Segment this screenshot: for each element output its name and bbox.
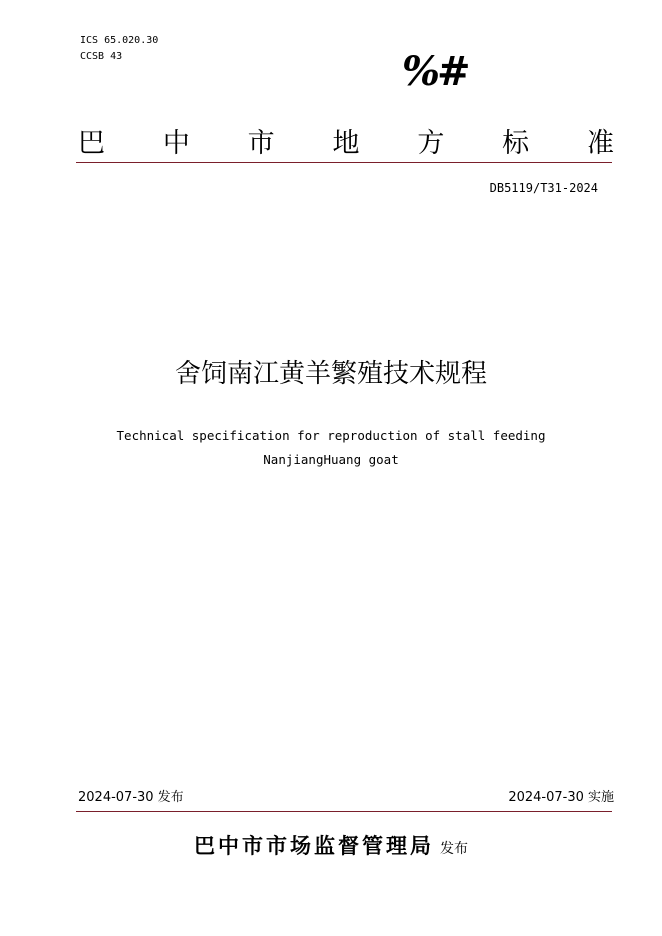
- document-number: DB5119/T31-2024: [489, 181, 598, 195]
- standard-type-char: 方: [417, 127, 445, 159]
- standard-type-char: 地: [332, 127, 360, 159]
- classification-codes: [80, 33, 158, 65]
- ics-code: ICS 65.020.30: [80, 35, 159, 46]
- standard-type-char: 标: [502, 127, 530, 159]
- standard-logo: %#: [402, 48, 468, 95]
- standard-type-char: 准: [586, 127, 614, 159]
- standard-type-char: 巴: [78, 127, 105, 159]
- bottom-divider: [76, 811, 612, 812]
- title-chinese: 舍饲南江黄羊繁殖技术规程: [174, 359, 487, 389]
- title-english-line2: NanjiangHuang goat: [263, 452, 399, 467]
- issue-date: 2024-07-30 发布: [78, 790, 184, 805]
- ccs-code: CCSB 43: [80, 51, 123, 62]
- title-english-line1: Technical specification for reproduction of stall feeding: [116, 428, 546, 443]
- issuer-action: 发布: [440, 841, 468, 857]
- title-english: [0, 424, 662, 472]
- standard-type-char: 市: [247, 127, 275, 159]
- issuer-name: 巴中市市场监督管理局: [194, 833, 434, 858]
- standard-type-char: 中: [162, 127, 190, 159]
- issuer-line: [0, 830, 662, 860]
- implementation-date: 2024-07-30 实施: [508, 790, 614, 805]
- top-divider: [76, 162, 612, 163]
- standard-type-heading: [78, 120, 614, 160]
